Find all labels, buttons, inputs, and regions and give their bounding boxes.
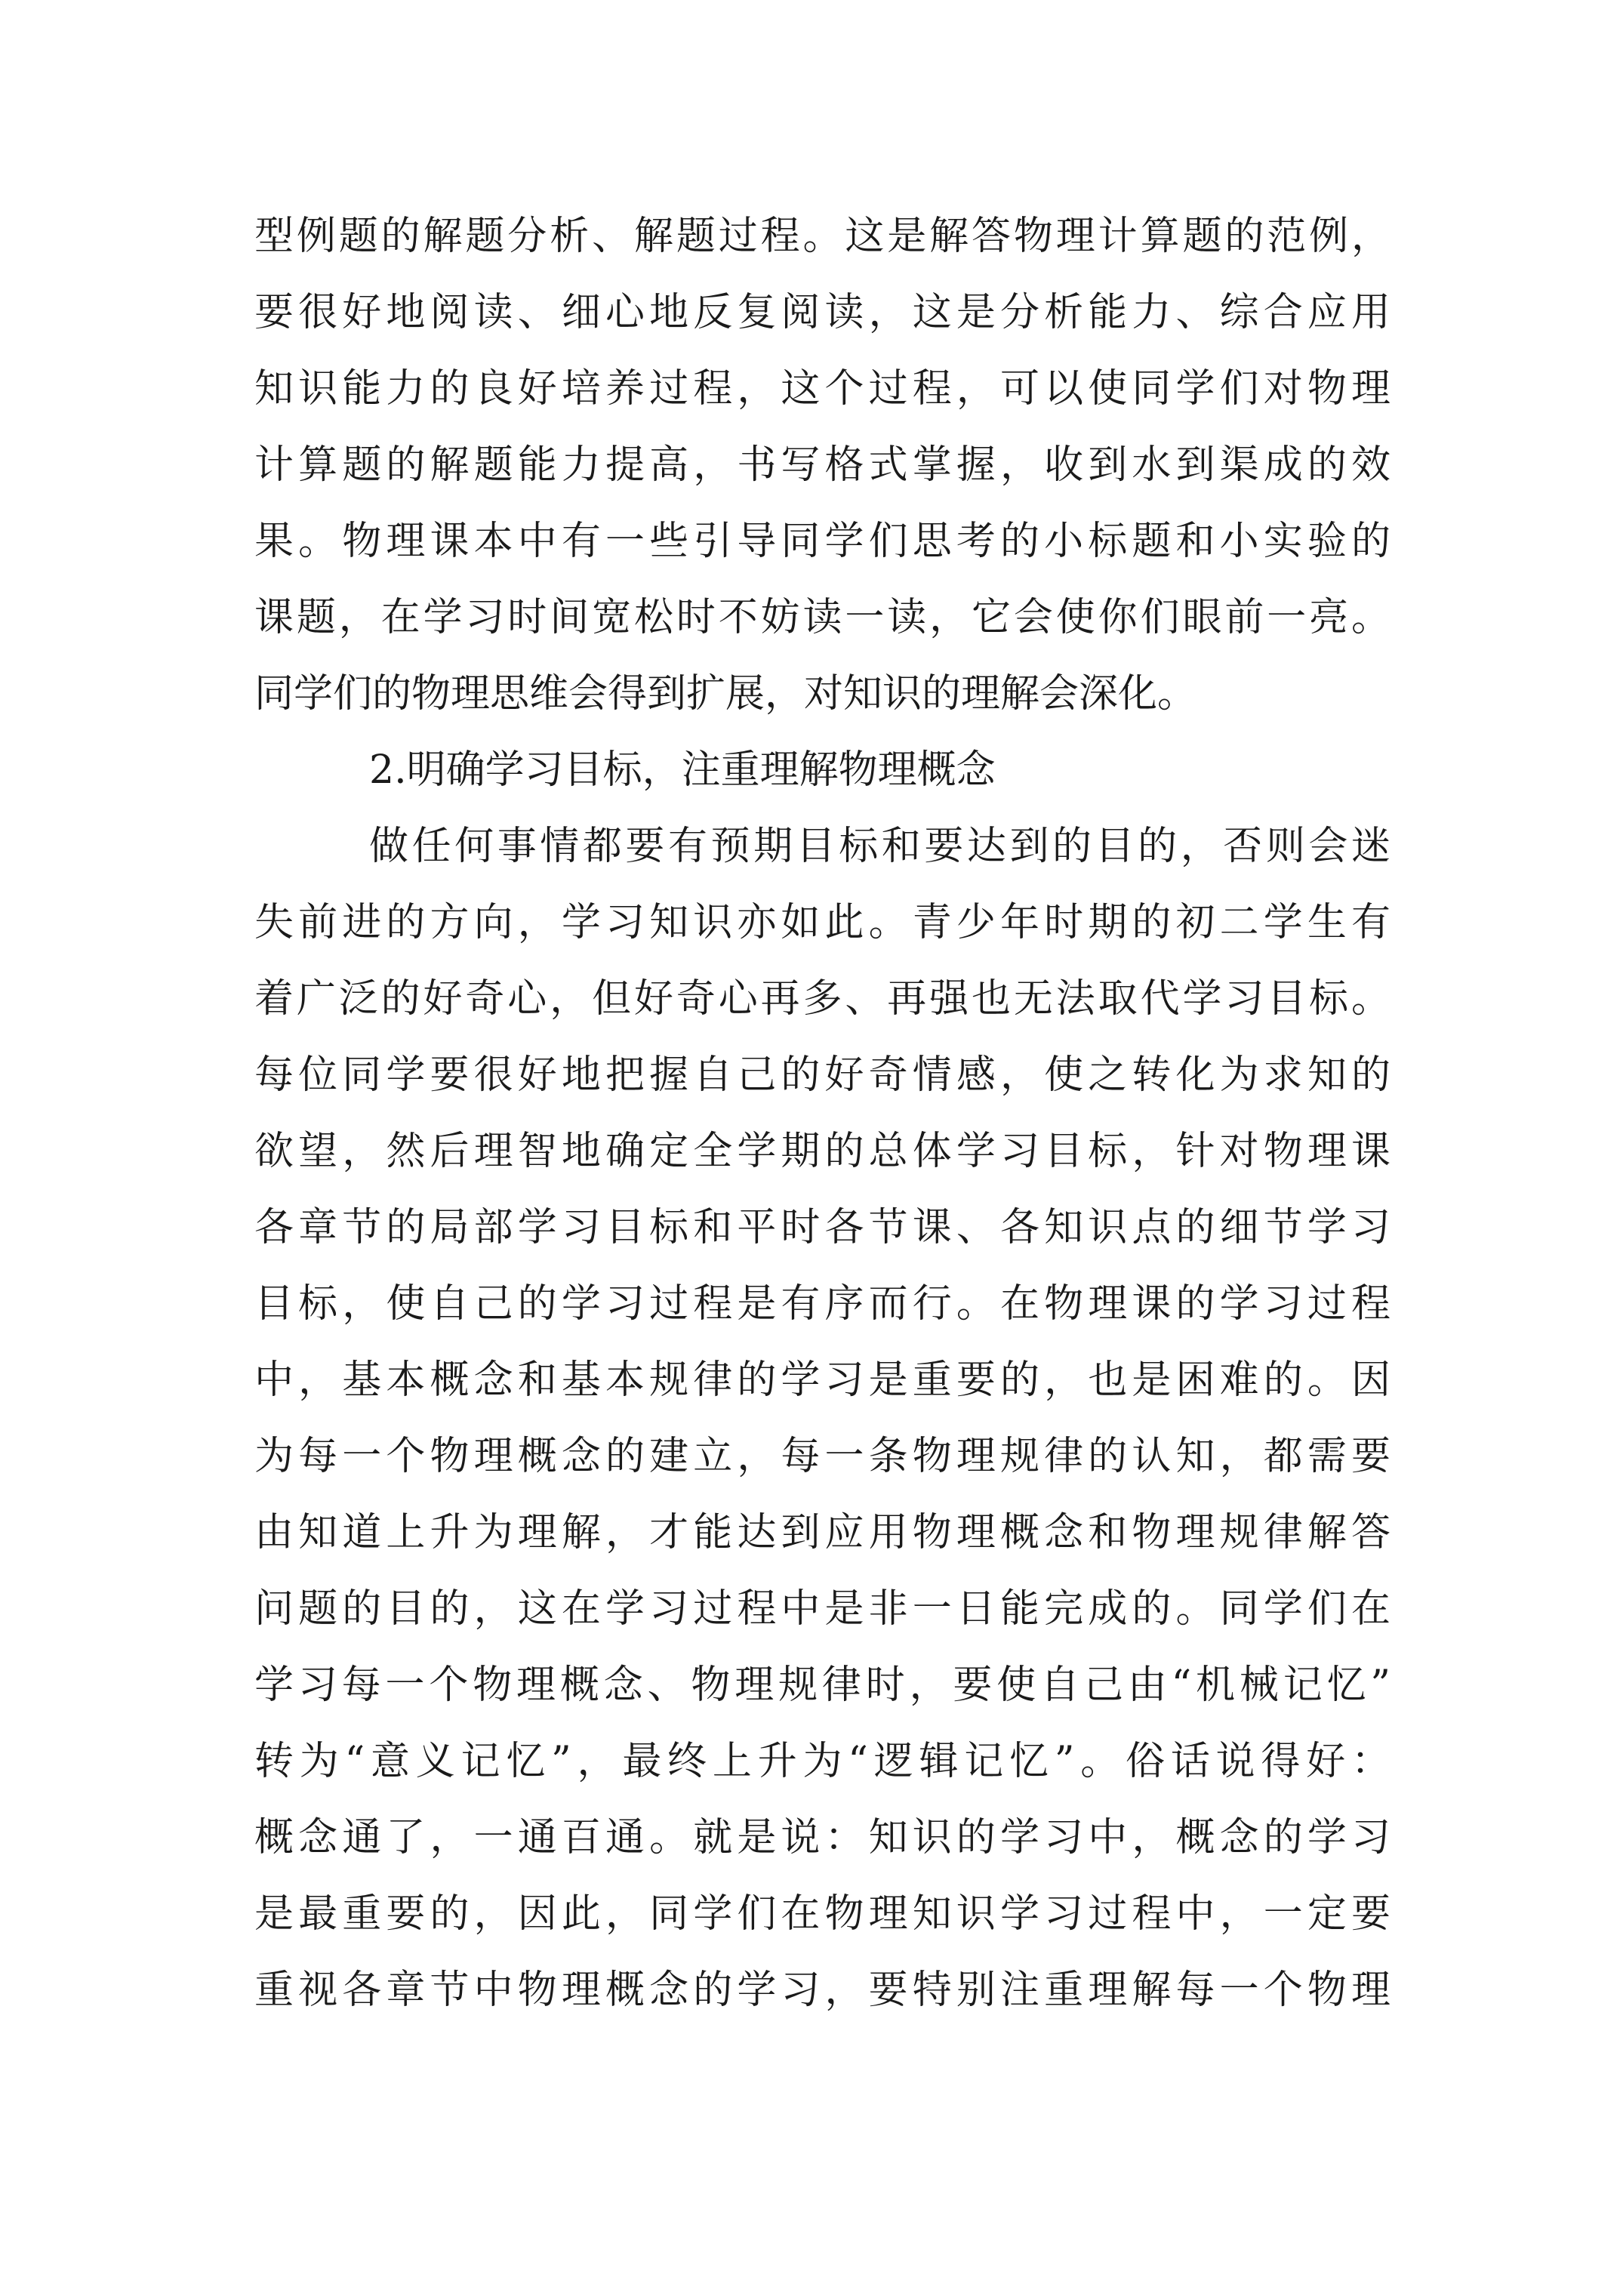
document-body <box>254 199 1390 2029</box>
text-line: 失前进的方向，学习知识亦如此。青少年时期的初二学生有 <box>254 900 1390 945</box>
text-line: 转为“意义记忆”，最终上升为“逻辑记忆”。俗话说得好： <box>254 1739 1390 1784</box>
text-line: 目标，使自己的学习过程是有序而行。在物理课的学习过程 <box>254 1281 1390 1327</box>
text-line: 由知道上升为理解，才能达到应用物理概念和物理规律解答 <box>254 1510 1390 1555</box>
text-line: 课题，在学习时间宽松时不妨读一读，它会使你们眼前一亮。 <box>254 595 1390 640</box>
text-line: 为每一个物理概念的建立，每一条物理规律的认知，都需要 <box>254 1434 1390 1479</box>
text-line: 着广泛的好奇心，但好奇心再多、再强也无法取代学习目标。 <box>254 976 1390 1022</box>
text-line: 型例题的解题分析、解题过程。这是解答物理计算题的范例， <box>254 214 1390 259</box>
paragraph-continuation <box>254 199 1390 732</box>
text-line: 计算题的解题能力提高，书写格式掌握，收到水到渠成的效 <box>254 442 1390 488</box>
text-line: 做任何事情都要有预期目标和要达到的目的，否则会迷 <box>369 824 1390 869</box>
text-line: 概念通了，一通百通。就是说：知识的学习中，概念的学习 <box>254 1815 1390 1860</box>
text-line: 果。物理课本中有一些引导同学们思考的小标题和小实验的 <box>254 519 1390 564</box>
text-line: 是最重要的，因此，同学们在物理知识学习过程中，一定要 <box>254 1891 1390 1937</box>
text-line: 同学们的物理思维会得到扩展，对知识的理解会深化。 <box>254 671 1197 717</box>
text-line: 问题的目的，这在学习过程中是非一日能完成的。同学们在 <box>254 1586 1390 1632</box>
text-line: 每位同学要很好地把握自己的好奇情感，使之转化为求知的 <box>254 1052 1390 1098</box>
paragraph-learning-goals <box>254 809 1390 2029</box>
text-line: 中，基本概念和基本规律的学习是重要的，也是困难的。因 <box>254 1358 1390 1403</box>
text-line: 欲望，然后理智地确定全学期的总体学习目标，针对物理课 <box>254 1129 1390 1174</box>
text-line: 知识能力的良好培养过程，这个过程，可以使同学们对物理 <box>254 366 1390 411</box>
text-line: 各章节的局部学习目标和平时各节课、各知识点的细节学习 <box>254 1205 1390 1250</box>
text-line: 学习每一个物理概念、物理规律时，要使自己由“机械记忆” <box>254 1663 1390 1708</box>
text-line: 要很好地阅读、细心地反复阅读，这是分析能力、综合应用 <box>254 290 1390 335</box>
text-line: 重视各章节中物理概念的学习，要特别注重理解每一个物理 <box>254 1968 1390 2013</box>
section-heading: 2.明确学习目标，注重理解物理概念 <box>369 747 996 793</box>
